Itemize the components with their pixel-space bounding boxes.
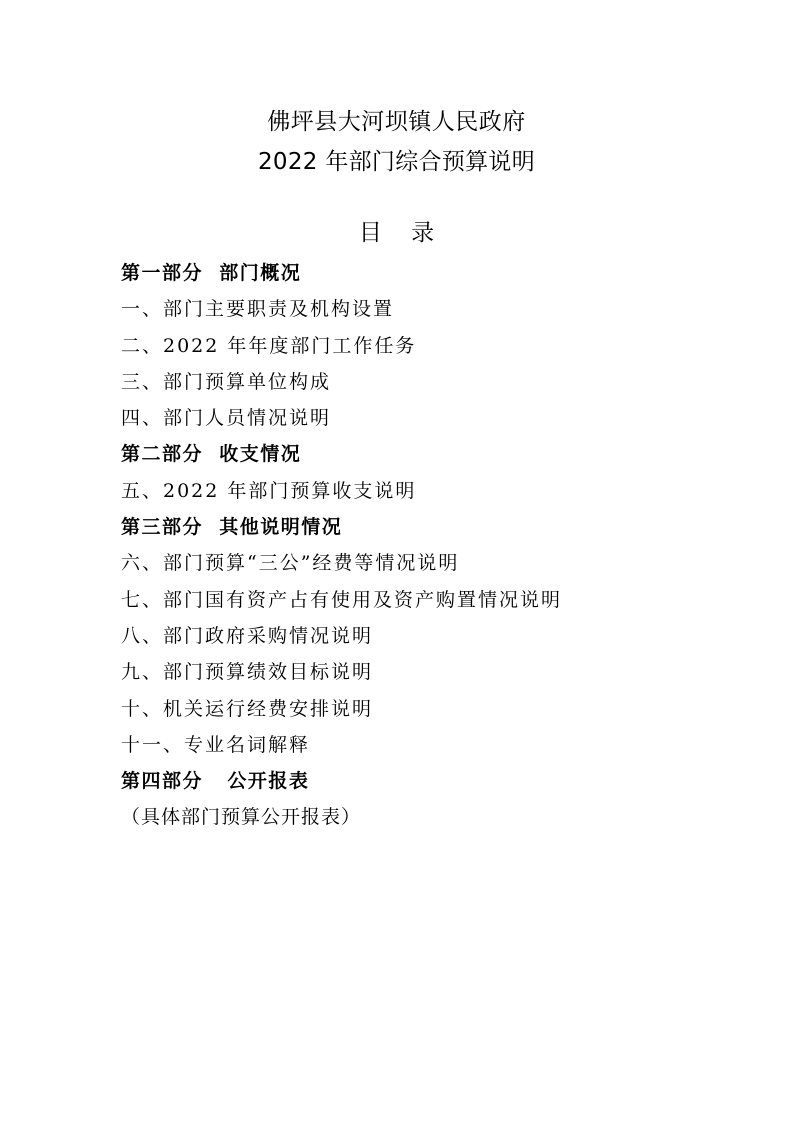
toc-item: 四、部门人员情况说明 — [121, 407, 332, 430]
toc-item: 二、2022 年年度部门工作任务 — [121, 334, 417, 357]
toc-item: 十、机关运行经费安排说明 — [121, 697, 374, 720]
toc-item: 九、部门预算绩效目标说明 — [121, 661, 374, 684]
table-of-contents — [121, 255, 681, 836]
toc-note: （具体部门预算公开报表） — [121, 806, 362, 829]
toc-heading: 目 录 — [358, 220, 435, 246]
toc-item: 五、2022 年部门预算收支说明 — [121, 479, 417, 502]
toc-part-heading: 第一部分 部门概况 — [121, 262, 302, 284]
document-title-line2: 2022 年部门综合预算说明 — [257, 149, 536, 175]
toc-part-heading: 第二部分 收支情况 — [121, 443, 302, 466]
toc-item: 一、部门主要职责及机构设置 — [121, 298, 395, 321]
toc-part-heading: 第四部分 公开报表 — [121, 770, 310, 793]
toc-item: 三、部门预算单位构成 — [121, 370, 332, 393]
toc-item: 十一、专业名词解释 — [121, 733, 311, 756]
document-title-line1: 佛坪县大河坝镇人民政府 — [267, 109, 526, 135]
toc-item: 七、部门国有资产占有使用及资产购置情况说明 — [121, 588, 563, 611]
toc-item: 六、部门预算“三公”经费等情况说明 — [121, 552, 460, 575]
toc-item: 八、部门政府采购情况说明 — [121, 624, 374, 647]
toc-part-heading: 第三部分 其他说明情况 — [121, 516, 343, 539]
